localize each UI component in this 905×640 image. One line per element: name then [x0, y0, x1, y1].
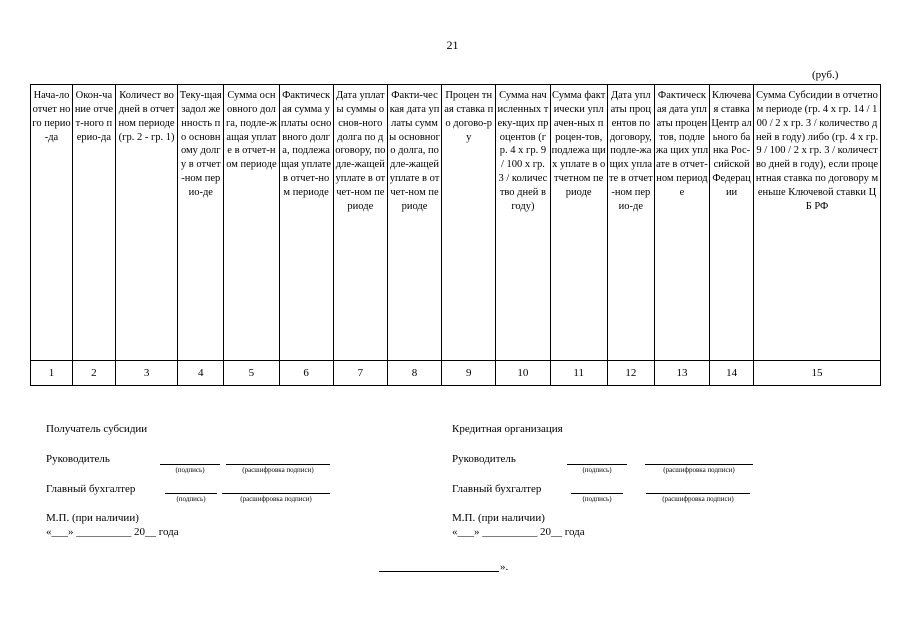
header-col-4: Теку-щая задол женность по основному долгу в отчет-ном перио-де: [178, 85, 224, 361]
col-number: 1: [31, 361, 73, 386]
col-number: 13: [654, 361, 709, 386]
recipient-accountant-sign-caption: (подпись): [165, 493, 217, 503]
col-number: 11: [550, 361, 607, 386]
page-number: 21: [446, 38, 459, 52]
header-col-11: Сумма фактически уплачен-ных процен-тов, подлежа щих уплате в отчетном периоде: [550, 85, 607, 361]
col-number: 3: [115, 361, 177, 386]
unit-label: (руб.): [812, 69, 839, 81]
col-number: 12: [607, 361, 654, 386]
col-number: 15: [754, 361, 881, 386]
col-number: 6: [279, 361, 333, 386]
col-number: 10: [496, 361, 550, 386]
col-number: 8: [387, 361, 441, 386]
col-number: 9: [442, 361, 496, 386]
closing-mark: ».: [500, 561, 509, 573]
header-col-12: Дата уплаты процентов по договору, подле-жащих уплате в отчет-ном перио-де: [607, 85, 654, 361]
recipient-stamp: М.П. (при наличии): [46, 512, 139, 524]
col-number: 4: [178, 361, 224, 386]
bank-head-sign-caption: (подпись): [567, 464, 627, 474]
bank-head-decode-caption: (расшифровка подписи): [645, 464, 753, 474]
subsidy-table: [30, 84, 881, 386]
recipient-head-decode-caption: (расшифровка подписи): [226, 464, 330, 474]
recipient-title: Получатель субсидии: [46, 423, 148, 435]
header-col-2: Окон-чание отчет-ного перио-да: [72, 85, 115, 361]
header-col-13: Фактическая дата уплаты процентов, подлежа щих уплате в отчет-ном периоде: [654, 85, 709, 361]
header-col-7: Дата уплаты суммы основ-ного долга по договору, подле-жащей уплате в отчет-ном периоде: [333, 85, 387, 361]
header-col-3: Количест во дней в отчетном периоде (гр. 2 - гр. 1): [115, 85, 177, 361]
bank-stamp: М.П. (при наличии): [452, 512, 545, 524]
recipient-head-label: Руководитель: [46, 453, 110, 465]
header-col-15: Сумма Субсидии в отчетном периоде (гр. 4 х гр. 14 / 100 / 2 х гр. 3 / количество дней в году) либо (гр. 4 х гр. 9 / 100 / 2 х гр. 3 / количество дней в году), если процентная ставка по договору меньше Ключевой ставки ЦБ РФ: [754, 85, 881, 361]
closing-line: [379, 571, 499, 572]
header-col-9: Процен тная ставка по догово-ру: [442, 85, 496, 361]
bank-accountant-label: Главный бухгалтер: [452, 483, 542, 495]
bank-head-label: Руководитель: [452, 453, 516, 465]
header-col-14: Ключевая ставка Центр ального банка Рос-сийской Федерации: [710, 85, 754, 361]
recipient-head-sign-caption: (подпись): [160, 464, 220, 474]
header-col-8: Факти-ческая дата уплаты суммы основного долга, подле-жащей уплате в отчет-ном периоде: [387, 85, 441, 361]
col-number: 2: [72, 361, 115, 386]
col-number: 7: [333, 361, 387, 386]
bank-title: Кредитная организация: [452, 423, 563, 435]
bank-accountant-decode-caption: (расшифровка подписи): [646, 493, 750, 503]
col-number: 5: [224, 361, 279, 386]
col-number: 14: [710, 361, 754, 386]
table-header-row: [31, 85, 881, 361]
bank-date: «___» __________ 20__ года: [452, 526, 585, 538]
recipient-date: «___» __________ 20__ года: [46, 526, 179, 538]
header-col-10: Сумма начисленных теку-щих процентов (гр. 4 х гр. 9 / 100 х гр. 3 / количес тво дней в году): [496, 85, 550, 361]
header-col-5: Сумма основного долга, подле-жащая уплате в отчет-ном периоде: [224, 85, 279, 361]
header-col-6: Фактическая сумма уплаты основного долга, подлежащая уплате в отчет-ном периоде: [279, 85, 333, 361]
recipient-accountant-decode-caption: (расшифровка подписи): [222, 493, 330, 503]
header-col-1: Нача-ло отчет ного перио-да: [31, 85, 73, 361]
bank-accountant-sign-caption: (подпись): [571, 493, 623, 503]
recipient-accountant-label: Главный бухгалтер: [46, 483, 136, 495]
table-number-row: [31, 361, 881, 386]
